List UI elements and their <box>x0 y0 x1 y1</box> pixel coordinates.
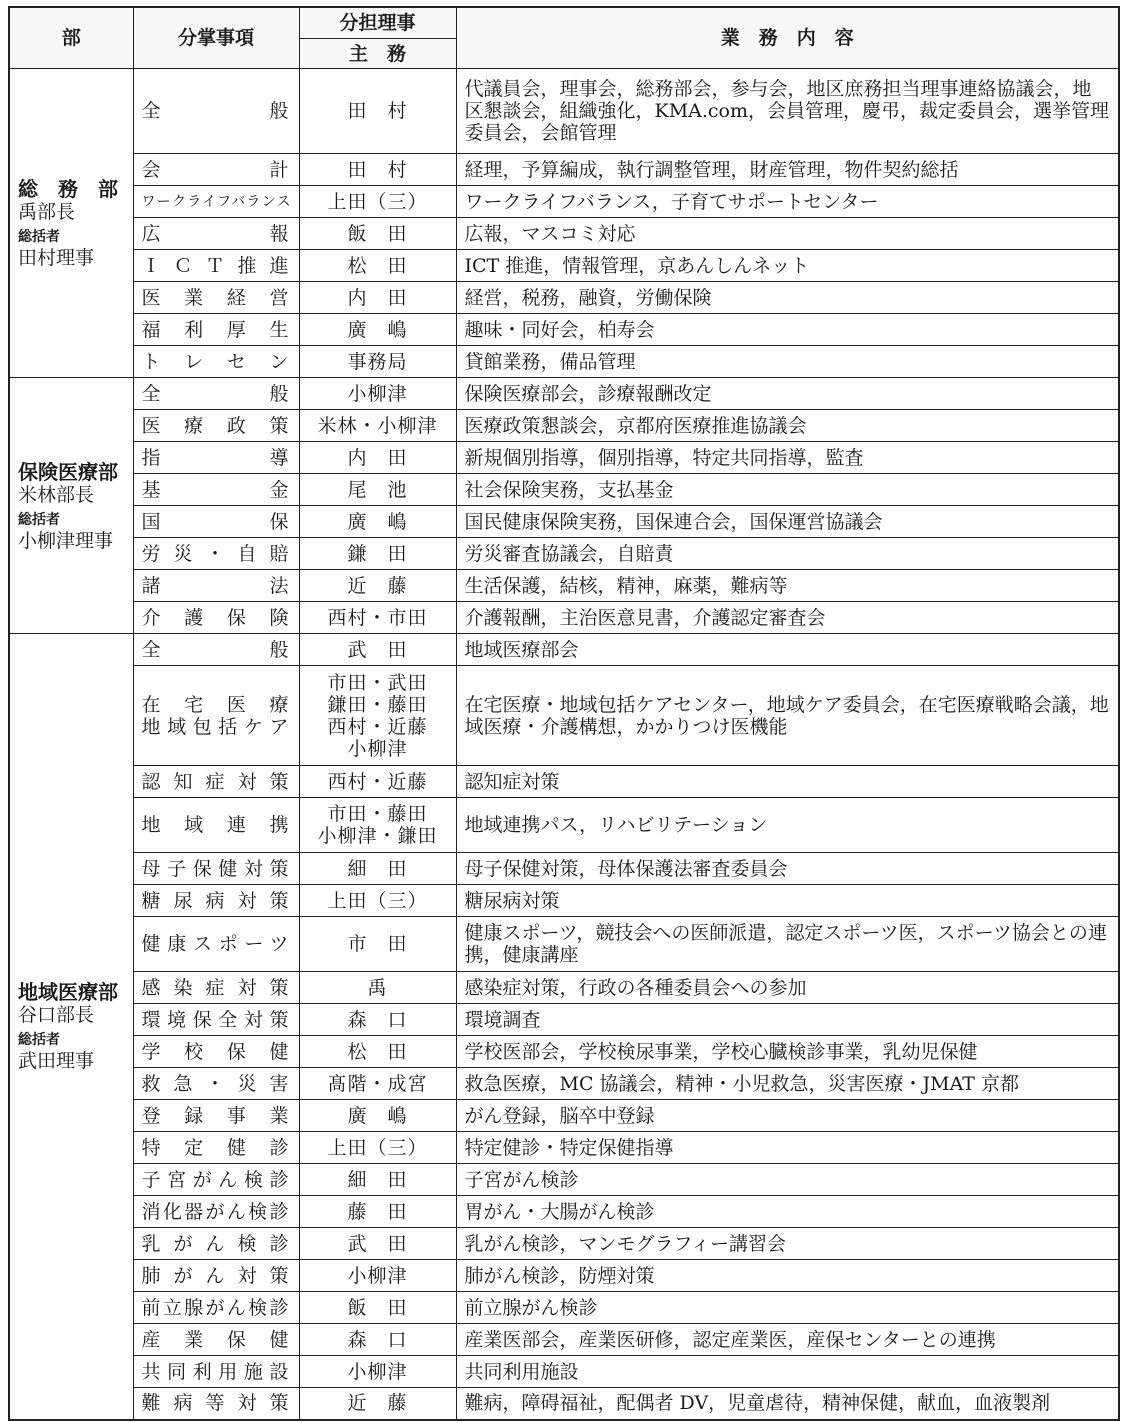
responsible-director-cell: 松 田 <box>299 250 456 282</box>
duty-item-cell: 環境保全対策 <box>133 1004 299 1036</box>
duty-content-cell: がん登録，脳卒中登録 <box>456 1100 1119 1132</box>
responsible-director-cell: 事務局 <box>299 346 456 378</box>
table-row <box>9 154 1119 186</box>
table-row <box>9 506 1119 538</box>
table-row <box>9 474 1119 506</box>
duty-content-cell: 肺がん検診，防煙対策 <box>456 1260 1119 1292</box>
table-row <box>9 885 1119 917</box>
responsible-director-cell: 西村・市田 <box>299 602 456 634</box>
table-row <box>9 1324 1119 1356</box>
dept-name: 保険医療部 <box>18 459 118 484</box>
dept-name: 総 務 部 <box>18 177 118 201</box>
supervisor-label: 総括者 <box>18 511 60 528</box>
responsible-director-cell: 禹 <box>299 972 456 1004</box>
table-row <box>9 282 1119 314</box>
supervisor-name: 田村理事 <box>18 247 95 269</box>
duty-content-cell: 認知症対策 <box>456 766 1119 798</box>
duty-item-cell: 労災・自賠 <box>133 538 299 570</box>
duty-content-cell: 広報，マスコミ対応 <box>456 218 1119 250</box>
responsible-director-cell: 森 口 <box>299 1004 456 1036</box>
responsible-director-cell: 上田（三） <box>299 1132 456 1164</box>
dept-head: 米林部長 <box>18 483 95 506</box>
duty-content-cell: 経理，予算編成，執行調整管理，財産管理，物件契約総括 <box>456 154 1119 186</box>
duty-item-cell: 諸法 <box>133 570 299 602</box>
table-row <box>9 1260 1119 1292</box>
dept-cell <box>9 378 133 634</box>
responsible-director-cell: 小柳津 <box>299 1356 456 1388</box>
table-row <box>9 1228 1119 1260</box>
duty-content-cell: ワークライフバランス，子育てサポートセンター <box>456 186 1119 218</box>
duty-content-cell: 特定健診・特定保健指導 <box>456 1132 1119 1164</box>
table-row <box>9 1004 1119 1036</box>
table-row <box>9 69 1119 154</box>
duty-item-cell: 地域連携 <box>133 798 299 853</box>
table-row <box>9 442 1119 474</box>
responsible-director-cell: 森 口 <box>299 1324 456 1356</box>
duty-item-cell: ＩＣＴ推進 <box>133 250 299 282</box>
responsible-director-cell: 小柳津 <box>299 378 456 410</box>
duty-item-cell: 全般 <box>133 69 299 154</box>
table-row <box>9 570 1119 602</box>
duty-item-cell: 前立腺がん検診 <box>133 1292 299 1324</box>
table-row <box>9 1100 1119 1132</box>
duty-item-cell: ワークライフバランス <box>133 186 299 218</box>
table-row <box>9 218 1119 250</box>
header-resp-top: 分担理事 <box>299 7 456 39</box>
responsible-director-cell: 武 田 <box>299 1228 456 1260</box>
table-row <box>9 602 1119 634</box>
table-row <box>9 853 1119 885</box>
duty-item-cell: 感染症対策 <box>133 972 299 1004</box>
duty-item-cell: 母子保健対策 <box>133 853 299 885</box>
table-row <box>9 1036 1119 1068</box>
responsible-director-cell: 飯 田 <box>299 218 456 250</box>
table-row <box>9 666 1119 766</box>
duty-content-cell: 地域連携パス，リハビリテーション <box>456 798 1119 853</box>
duty-item-cell: 特定健診 <box>133 1132 299 1164</box>
responsible-director-cell: 田 村 <box>299 69 456 154</box>
duty-item-cell: 糖尿病対策 <box>133 885 299 917</box>
duty-item-cell: 救急・災害 <box>133 1068 299 1100</box>
responsible-director-cell: 米林・小柳津 <box>299 410 456 442</box>
duty-item-cell: 国保 <box>133 506 299 538</box>
duty-item-cell: 産業保健 <box>133 1324 299 1356</box>
duty-content-cell: 新規個別指導，個別指導，特定共同指導，監査 <box>456 442 1119 474</box>
duty-content-cell: 健康スポーツ，競技会への医師派遣，認定スポーツ医，スポーツ協会との連携，健康講座 <box>456 917 1119 972</box>
duty-content-cell: 糖尿病対策 <box>456 885 1119 917</box>
responsible-director-cell: 上田（三） <box>299 186 456 218</box>
table-row <box>9 1196 1119 1228</box>
duty-content-cell: 代議員会，理事会，総務部会，参与会，地区庶務担当理事連絡協議会，地区懇談会，組織強化，KMA.com，会員管理，慶弔，裁定委員会，選挙管理委員会，会館管理 <box>456 69 1119 154</box>
duty-content-cell: 介護報酬，主治医意見書，介護認定審査会 <box>456 602 1119 634</box>
duty-content-cell: 医療政策懇談会，京都府医療推進協議会 <box>456 410 1119 442</box>
responsible-director-cell: 内 田 <box>299 442 456 474</box>
table-row <box>9 410 1119 442</box>
duty-item-cell: 医業経営 <box>133 282 299 314</box>
duty-content-cell: 趣味・同好会，柏寿会 <box>456 314 1119 346</box>
responsible-director-cell: 松 田 <box>299 1036 456 1068</box>
table-body <box>9 69 1119 1420</box>
responsible-director-cell: 市田・藤田 小柳津・鎌田 <box>299 798 456 853</box>
duty-item-cell: 消化器がん検診 <box>133 1196 299 1228</box>
duty-item-cell: 子宮がん検診 <box>133 1164 299 1196</box>
responsible-director-cell: 廣 嶋 <box>299 1100 456 1132</box>
supervisor-label: 総括者 <box>18 1032 60 1049</box>
dept-cell <box>9 69 133 378</box>
responsible-director-cell: 細 田 <box>299 853 456 885</box>
supervisor-name: 武田理事 <box>18 1050 95 1073</box>
duty-item-cell: 全般 <box>133 378 299 410</box>
header-content: 業 務 内 容 <box>456 7 1119 69</box>
table-row <box>9 1132 1119 1164</box>
responsible-director-cell: 西村・近藤 <box>299 766 456 798</box>
duty-content-cell: 経営，税務，融資，労働保険 <box>456 282 1119 314</box>
duty-item-cell: 指導 <box>133 442 299 474</box>
duty-item-cell: 在宅医療 地域包括ケア <box>133 666 299 766</box>
dept-head: 禹部長 <box>18 201 76 223</box>
duty-item-cell: 共同利用施設 <box>133 1356 299 1388</box>
duty-item-cell: 広報 <box>133 218 299 250</box>
header-dept: 部 <box>9 7 133 69</box>
responsible-director-cell: 内 田 <box>299 282 456 314</box>
duty-content-cell: 地域医療部会 <box>456 634 1119 666</box>
table-row <box>9 1388 1119 1420</box>
table-row <box>9 1356 1119 1388</box>
responsible-director-cell: 武 田 <box>299 634 456 666</box>
duty-content-cell: 労災審査協議会，自賠責 <box>456 538 1119 570</box>
duty-content-cell: 感染症対策，行政の各種委員会への参加 <box>456 972 1119 1004</box>
responsible-director-cell: 市田・武田 鎌田・藤田 西村・近藤 小柳津 <box>299 666 456 766</box>
duty-item-cell: 難病等対策 <box>133 1388 299 1420</box>
duty-content-cell: 生活保護，結核，精神，麻薬，難病等 <box>456 570 1119 602</box>
header-item: 分掌事項 <box>133 7 299 69</box>
responsible-director-cell: 上田（三） <box>299 885 456 917</box>
duty-content-cell: 共同利用施設 <box>456 1356 1119 1388</box>
responsible-director-cell: 近 藤 <box>299 570 456 602</box>
duty-item-cell: 福利厚生 <box>133 314 299 346</box>
responsible-director-cell: 小柳津 <box>299 1260 456 1292</box>
table-row <box>9 378 1119 410</box>
duty-content-cell: 子宮がん検診 <box>456 1164 1119 1196</box>
table-row <box>9 346 1119 378</box>
duty-content-cell: 救急医療，MC 協議会，精神・小児救急，災害医療・JMAT 京都 <box>456 1068 1119 1100</box>
duty-content-cell: 貸館業務，備品管理 <box>456 346 1119 378</box>
responsible-director-cell: 細 田 <box>299 1164 456 1196</box>
duty-item-cell: 基金 <box>133 474 299 506</box>
duty-content-cell: 母子保健対策，母体保護法審査委員会 <box>456 853 1119 885</box>
duty-content-cell: ICT 推進，情報管理，京あんしんネット <box>456 250 1119 282</box>
duty-item-cell: 医療政策 <box>133 410 299 442</box>
responsible-director-cell: 市 田 <box>299 917 456 972</box>
responsible-director-cell: 廣 嶋 <box>299 506 456 538</box>
supervisor-label: 総括者 <box>18 229 60 245</box>
responsible-director-cell: 尾 池 <box>299 474 456 506</box>
duty-content-cell: 国民健康保険実務，国保連合会，国保運営協議会 <box>456 506 1119 538</box>
duty-content-cell: 環境調査 <box>456 1004 1119 1036</box>
duty-item-cell: 学校保健 <box>133 1036 299 1068</box>
duty-content-cell: 乳がん検診，マンモグラフィー講習会 <box>456 1228 1119 1260</box>
dept-name: 地域医療部 <box>18 980 118 1005</box>
dept-cell <box>9 634 133 1420</box>
duty-item-cell: 登録事業 <box>133 1100 299 1132</box>
responsible-director-cell: 田 村 <box>299 154 456 186</box>
table-row <box>9 1164 1119 1196</box>
responsible-director-cell: 藤 田 <box>299 1196 456 1228</box>
table-row <box>9 972 1119 1004</box>
duty-item-cell: トレセン <box>133 346 299 378</box>
table-row <box>9 917 1119 972</box>
duty-assignment-table <box>8 6 1120 1421</box>
duty-item-cell: 肺がん対策 <box>133 1260 299 1292</box>
responsible-director-cell: 近 藤 <box>299 1388 456 1420</box>
table-row <box>9 538 1119 570</box>
table-header <box>9 7 1119 69</box>
supervisor-name: 小柳津理事 <box>18 529 114 552</box>
dept-head: 谷口部長 <box>18 1004 95 1027</box>
duty-content-cell: 在宅医療・地域包括ケアセンター，地域ケア委員会，在宅医療戦略会議，地域医療・介護構想，かかりつけ医機能 <box>456 666 1119 766</box>
duty-content-cell: 前立腺がん検診 <box>456 1292 1119 1324</box>
table-row <box>9 766 1119 798</box>
table-row <box>9 798 1119 853</box>
duty-item-cell: 乳がん検診 <box>133 1228 299 1260</box>
table-row <box>9 1292 1119 1324</box>
responsible-director-cell: 髙階・成宮 <box>299 1068 456 1100</box>
table-row <box>9 314 1119 346</box>
duty-content-cell: 難病，障碍福祉，配偶者 DV，児童虐待，精神保健，献血，血液製剤 <box>456 1388 1119 1420</box>
duty-item-cell: 会計 <box>133 154 299 186</box>
duty-item-cell: 認知症対策 <box>133 766 299 798</box>
table-row <box>9 1068 1119 1100</box>
duty-item-cell: 介護保険 <box>133 602 299 634</box>
duty-content-cell: 胃がん・大腸がん検診 <box>456 1196 1119 1228</box>
responsible-director-cell: 飯 田 <box>299 1292 456 1324</box>
duty-content-cell: 社会保険実務，支払基金 <box>456 474 1119 506</box>
table-row <box>9 186 1119 218</box>
duty-item-cell: 全般 <box>133 634 299 666</box>
table-row <box>9 250 1119 282</box>
responsible-director-cell: 鎌 田 <box>299 538 456 570</box>
duty-content-cell: 学校医部会，学校検尿事業，学校心臓検診事業，乳幼児保健 <box>456 1036 1119 1068</box>
duty-content-cell: 産業医部会，産業医研修，認定産業医，産保センターとの連携 <box>456 1324 1119 1356</box>
responsible-director-cell: 廣 嶋 <box>299 314 456 346</box>
table-row <box>9 634 1119 666</box>
header-resp-sub: 主 務 <box>299 39 456 69</box>
duty-content-cell: 保険医療部会，診療報酬改定 <box>456 378 1119 410</box>
duty-item-cell: 健康スポーツ <box>133 917 299 972</box>
